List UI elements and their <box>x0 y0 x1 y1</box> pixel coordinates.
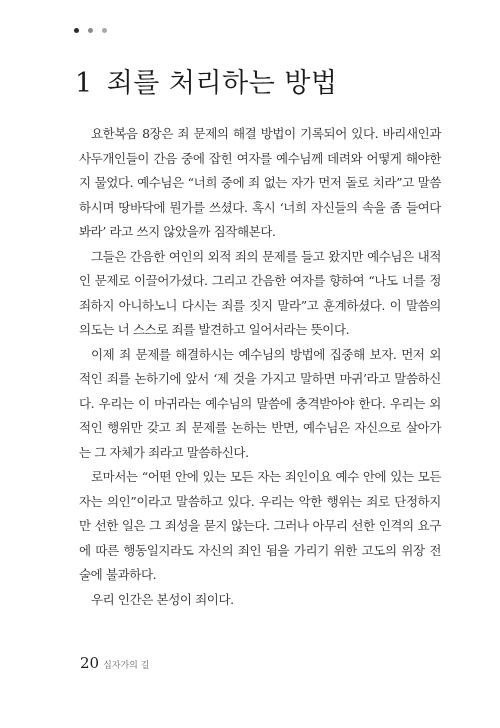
ornament-dot <box>88 28 93 33</box>
body-text <box>79 122 441 612</box>
page-footer <box>80 654 149 672</box>
header-ornament-dots <box>74 28 107 33</box>
paragraph: 로마서는 “어떤 안에 있는 모든 자는 죄인이요 예수 안에 있는 모든 자는 의인”이라고 말씀하고 있다. 우리는 악한 행위는 죄로 단정하지만 선한 일은 그 죄성을 묻지 않는다. 그러나 아무리 선한 인격의 요구에 따른 행동일지라도 자신의 죄인 됨을 가리기 위한 고도의 위장 전술에 불과하다. <box>79 469 441 582</box>
chapter-number: 1 <box>75 68 93 99</box>
paragraph: 우리 인간은 본성이 죄이다. <box>91 591 234 607</box>
running-head: 십자가의 길 <box>103 661 150 671</box>
chapter-title <box>75 64 338 104</box>
ornament-dot <box>102 28 107 33</box>
chapter-title-text: 죄를 처리하는 방법 <box>106 68 338 99</box>
paragraph: 요한복음 8장은 죄 문제의 해결 방법이 기록되어 있다. 바리새인과 사두개인들이 간음 중에 잡힌 여자를 예수님께 데려와 어떻게 해야한지 물었다. 예수님은 “너희 중에 죄 없는 자가 먼저 돌로 치라”고 말씀하시며 땅바닥에 뭔가를 쓰셨다. 혹시 ‘너희 자신들의 속을 좀 들여다봐라’ 라고 쓰지 않았을까 짐작해본다. <box>79 126 441 239</box>
page-number: 20 <box>80 654 100 672</box>
ornament-dot <box>74 28 79 33</box>
paragraph: 그들은 간음한 여인의 외적 죄의 문제를 들고 왔지만 예수님은 내적인 문제로 이끌어가셨다. 그리고 간음한 여자를 향하여 “나도 너를 정죄하지 아니하노니 다시는 죄를 짓지 말라”고 훈계하셨다. 이 말씀의 의도는 너 스스로 죄를 발견하고 일어서라는 뜻이다. <box>79 248 441 337</box>
paragraph: 이제 죄 문제를 해결하시는 예수님의 방법에 집중해 보자. 먼저 외적인 죄를 논하기에 앞서 ‘제 것을 가지고 말하면 마귀’라고 말씀하신다. 우리는 이 마귀라는 예수님의 말씀에 충격받아야 한다. 우리는 외적인 행위만 갖고 죄 문제를 논하는 반면, 예수님은 자신으로 살아가는 그 자체가 죄라고 말씀하신다. <box>79 346 441 460</box>
